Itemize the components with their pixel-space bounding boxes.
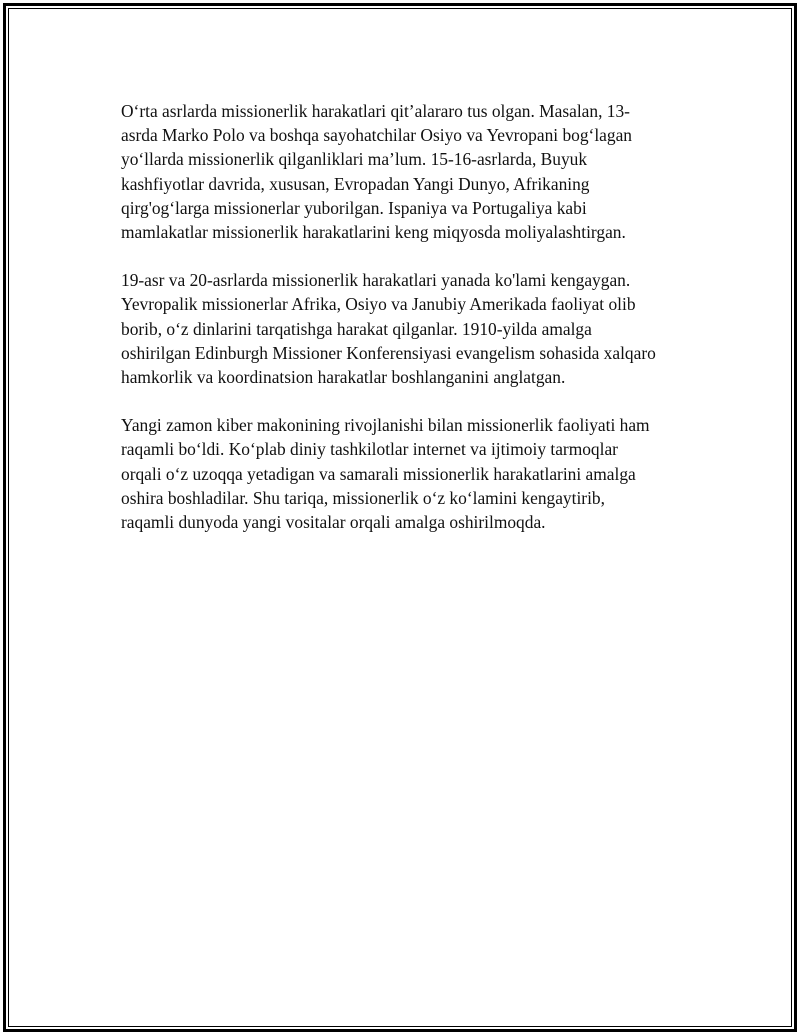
text-line: 19-asr va 20-asrlarda missionerlik harakatlari yanada ko'lami kengaygan. [121,270,631,291]
text-line: oshirilgan Edinburgh Missioner Konferensiyasi evangelism sohasida xalqaro [121,342,656,363]
text-line: mamlakatlar missionerlik harakatlarini keng miqyosda moliyalashtirgan. [121,222,626,243]
text-line: hamkorlik va koordinatsion harakatlar boshlanganini anglatgan. [121,367,566,388]
text-line: yo‘llarda missionerlik qilganliklari ma’lum. 15-16-asrlarda, Buyuk [121,149,588,170]
text-line: borib, o‘z dinlarini tarqatishga harakat qilganlar. 1910-yilda amalga [121,318,592,339]
text-line: qirg'og‘larga missionerlar yuborilgan. Ispaniya va Portugaliya kabi [121,197,587,218]
text-line: orqali o‘z uzoqqa yetadigan va samarali missionerlik harakatlarini amalga [121,463,636,484]
text-line: oshira boshladilar. Shu tariqa, missionerlik o‘z ko‘lamini kengaytirib, [121,487,605,508]
document-body [121,99,711,558]
text-line: kashfiyotlar davrida, xususan, Evropadan Yangi Dunyo, Afrikaning [121,173,590,194]
paragraph-1 [121,99,711,244]
text-line: raqamli dunyoda yangi vositalar orqali amalga oshirilmoqda. [121,512,546,533]
text-line: asrda Marko Polo va boshqa sayohatchilar Osiyo va Yevropani bog‘lagan [121,125,632,146]
text-line: Yevropalik missionerlar Afrika, Osiyo va Janubiy Amerikada faoliyat olib [121,294,636,315]
page-border [3,3,797,1032]
text-line: raqamli bo‘ldi. Ko‘plab diniy tashkilotlar internet va ijtimoiy tarmoqlar [121,439,618,460]
paragraph-3 [121,413,711,534]
text-line: Yangi zamon kiber makonining rivojlanishi bilan missionerlik faoliyati ham [121,415,650,436]
paragraph-2 [121,268,711,389]
text-line: O‘rta asrlarda missionerlik harakatlari qit’alararo tus olgan. Masalan, 13- [121,101,630,121]
